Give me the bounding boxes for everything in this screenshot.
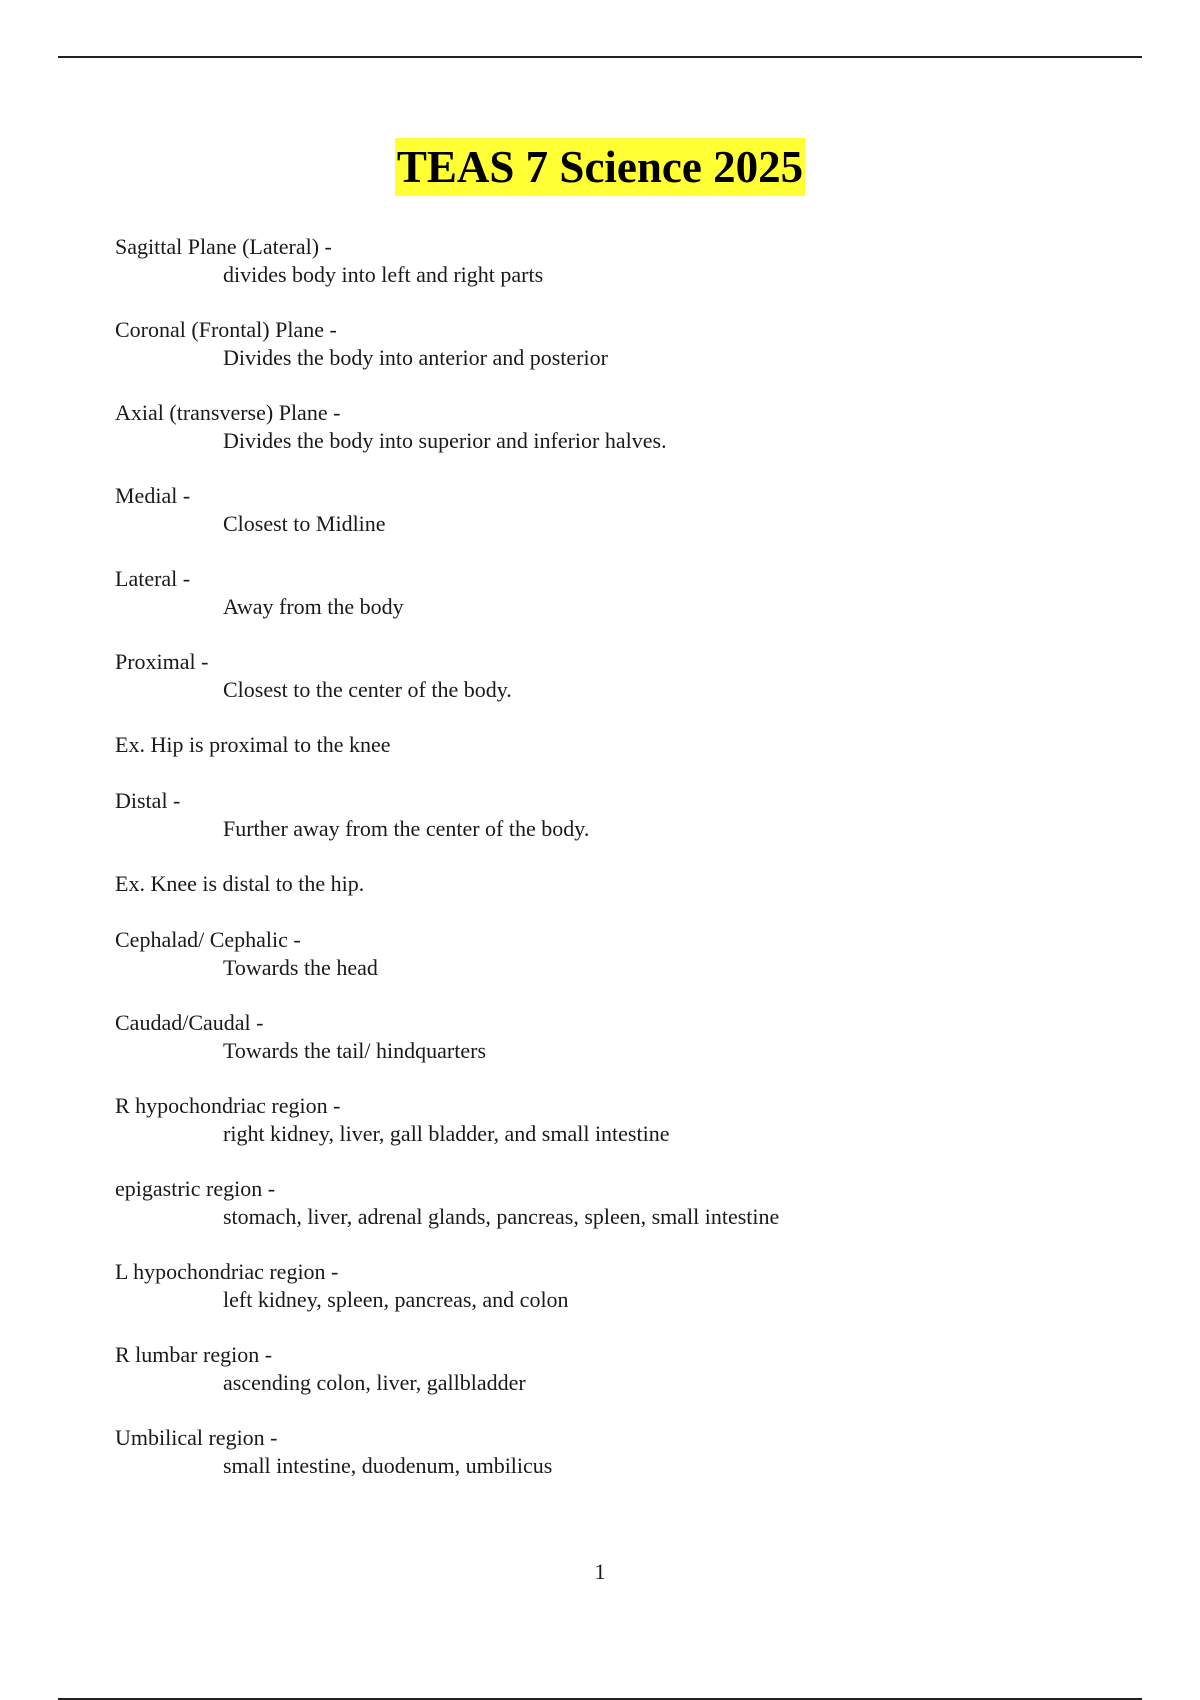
glossary-entry [115,1424,1115,1507]
glossary-term: Proximal - [115,649,209,674]
page-number: 1 [594,1559,606,1584]
glossary-term: R lumbar region - [115,1342,273,1367]
glossary-entry [115,926,1115,1009]
glossary-term: Distal - [115,788,181,813]
glossary-entry [115,565,1115,648]
glossary-definition: Towards the head [223,955,378,980]
glossary-definition: Divides the body into superior and inferior halves. [223,428,667,453]
glossary-entry [115,316,1115,399]
example-text: Ex. Knee is distal to the hip. [115,871,365,896]
glossary-entry [115,482,1115,565]
glossary-definition: Away from the body [223,594,404,619]
glossary-term: Axial (transverse) Plane - [115,400,341,425]
glossary-definition: left kidney, spleen, pancreas, and colon [223,1287,569,1312]
glossary-term: Coronal (Frontal) Plane - [115,317,337,342]
glossary-entry [115,1258,1115,1341]
example-entry [115,870,1115,926]
glossary-list [115,233,1115,1507]
example-entry [115,731,1115,787]
glossary-term: Umbilical region - [115,1425,278,1450]
glossary-term: epigastric region - [115,1176,276,1201]
glossary-entry [115,648,1115,731]
top-rule [58,56,1142,58]
glossary-definition: Closest to the center of the body. [223,677,512,702]
glossary-term: R hypochondriac region - [115,1093,341,1118]
glossary-term: Medial - [115,483,191,508]
glossary-entry [115,787,1115,870]
glossary-definition: ascending colon, liver, gallbladder [223,1370,526,1395]
glossary-term: Sagittal Plane (Lateral) - [115,234,332,259]
glossary-definition: Divides the body into anterior and posterior [223,345,608,370]
glossary-definition: small intestine, duodenum, umbilicus [223,1453,553,1478]
glossary-term: Lateral - [115,566,191,591]
glossary-entry [115,233,1115,316]
glossary-entry [115,1341,1115,1424]
glossary-term: L hypochondriac region - [115,1259,339,1284]
glossary-term: Caudad/Caudal - [115,1010,264,1035]
glossary-definition: Towards the tail/ hindquarters [223,1038,487,1063]
example-text: Ex. Hip is proximal to the knee [115,732,391,757]
glossary-definition: Closest to Midline [223,511,386,536]
document-title: TEAS 7 Science 2025 [395,138,805,196]
glossary-definition: Further away from the center of the body. [223,816,590,841]
glossary-entry [115,1175,1115,1258]
glossary-entry [115,399,1115,482]
glossary-entry [115,1009,1115,1092]
glossary-term: Cephalad/ Cephalic - [115,927,301,952]
glossary-entry [115,1092,1115,1175]
title-container [0,138,1200,196]
glossary-definition: stomach, liver, adrenal glands, pancreas, spleen, small intestine [223,1204,780,1229]
glossary-definition: right kidney, liver, gall bladder, and small intestine [223,1121,670,1146]
glossary-definition: divides body into left and right parts [223,262,544,287]
